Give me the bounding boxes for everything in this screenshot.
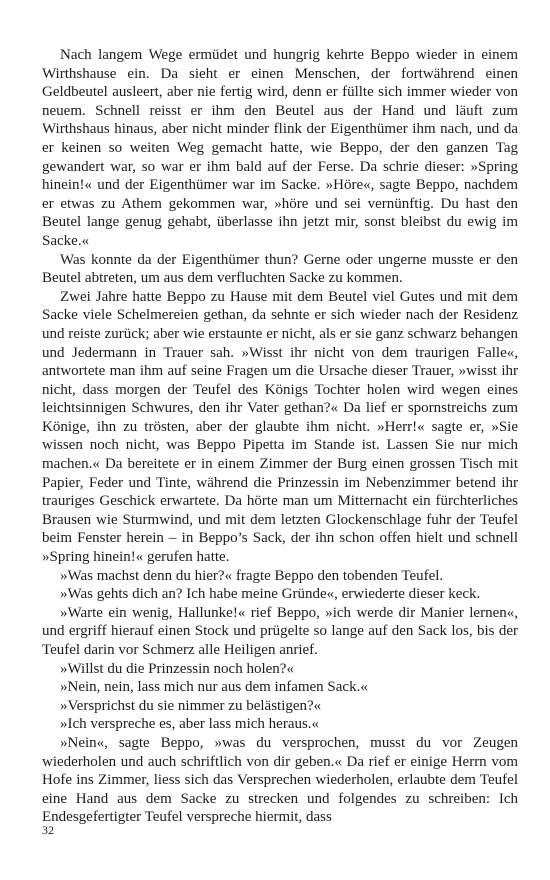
paragraph-9: »Versprichst du sie nimmer zu belästigen?« [60,697,322,714]
paragraph-11: »Nein«, sagte Beppo, »was du versprochen, musst du vor Zeugen wiederholen und auch schriftlich von dir geben.« Da rief er einige Herrn vom Hofe ins Zimmer, liess sich das Versprechen wiederholen, erlaubte dem Teufel eine Hand aus dem Sacke zu strecken und folgendes zu schreiben: Ich Endesgefertigter Teufel verspreche hiermit, dass [42,734,518,826]
page-number: 32 [42,823,54,837]
paragraph-10: »Ich verspreche es, aber lass mich heraus.« [60,716,320,733]
paragraph-8: »Nein, nein, lass mich nur aus dem infamen Sack.« [60,679,368,696]
paragraph-2: Was konnte da der Eigenthümer thun? Gerne oder ungerne musste er den Beutel abtreten, um aus dem verfluchten Sacke zu kommen. [42,251,518,287]
body-text [42,46,518,827]
paragraph-5: »Was gehts dich an? Ich habe meine Gründe«, erwiederte dieser keck. [60,586,481,603]
paragraph-7: »Willst du die Prinzessin noch holen?« [60,660,294,677]
paragraph-4: »Was machst denn du hier?« fragte Beppo den tobenden Teufel. [60,567,444,584]
paragraph-6: »Warte ein wenig, Hallunke!« rief Beppo, »ich werde dir Manier lernen«, und ergriff hierauf einen Stock und prügelte so lange auf den Sack los, bis der Teufel darin vor Schmerz alle Heiligen anrief. [42,604,518,658]
paragraph-3: Zwei Jahre hatte Beppo zu Hause mit dem Beutel viel Gutes und mit dem Sacke viele Schelmereien gethan, da sehnte er sich wieder nach der Residenz und reiste zurück; aber wie erstaunte er nicht, als er sie ganz schwarz behangen und Jedermann in Trauer sah. »Wisst ihr nicht von dem traurigen Falle«, antwortete man ihm auf seine Fragen um die Ursache dieser Trauer, »wisst ihr nicht, dass morgen der Teufel des Königs Tochter holen wird wegen eines leichtsinnigen Schwures, den ihr Vater gethan?« Da lief er spornstreichs zum Könige, ihn zu trösten, aber der glaubte ihm nicht. »Herr!« sagte er, »Sie wissen noch nicht, was Beppo Pipetta im Stande ist. Lassen Sie nur mich machen.« Da bereitete er in einem Zimmer der Burg einen grossen Tisch mit Papier, Feder und Tinte, während die Prinzessin im Nebenzimmer betend ihr trauriges Geschick erwartete. Da hörte man um Mitternacht ein fürchterliches Brausen wie Sturmwind, und mit dem letzten Glockenschlage fuhr der Teufel beim Fenster herein – in Beppo’s Sack, der ihn schon offen hielt und schnell »Spring hinein!« gerufen hatte. [42,288,518,566]
paragraph-1: Nach langem Wege ermüdet und hungrig kehrte Beppo wieder in einem Wirthshause ein. Da sieht er einen Menschen, der fortwährend einen Geldbeutel ausleert, aber nie fertig wird, denn er füllte sich immer wieder von neuem. Schnell reisst er ihm den Beutel aus der Hand und läuft zum Wirthshaus hinaus, aber nicht minder flink der Eigenthümer ihm nach, und da er keinen so weiten Weg gemacht hatte, wie Beppo, der den ganzen Tag gewandert war, so war er ihm bald auf der Ferse. Da schrie dieser: »Spring hinein!« und der Eigenthümer war im Sacke. »Höre«, sagte Beppo, nachdem er etwas zu Athem gekommen war, »höre und sei vernünftig. Du hast den Beutel lange genug gehabt, überlasse ihn jetzt mir, sonst bleibst du ewig im Sacke.« [42,47,518,249]
